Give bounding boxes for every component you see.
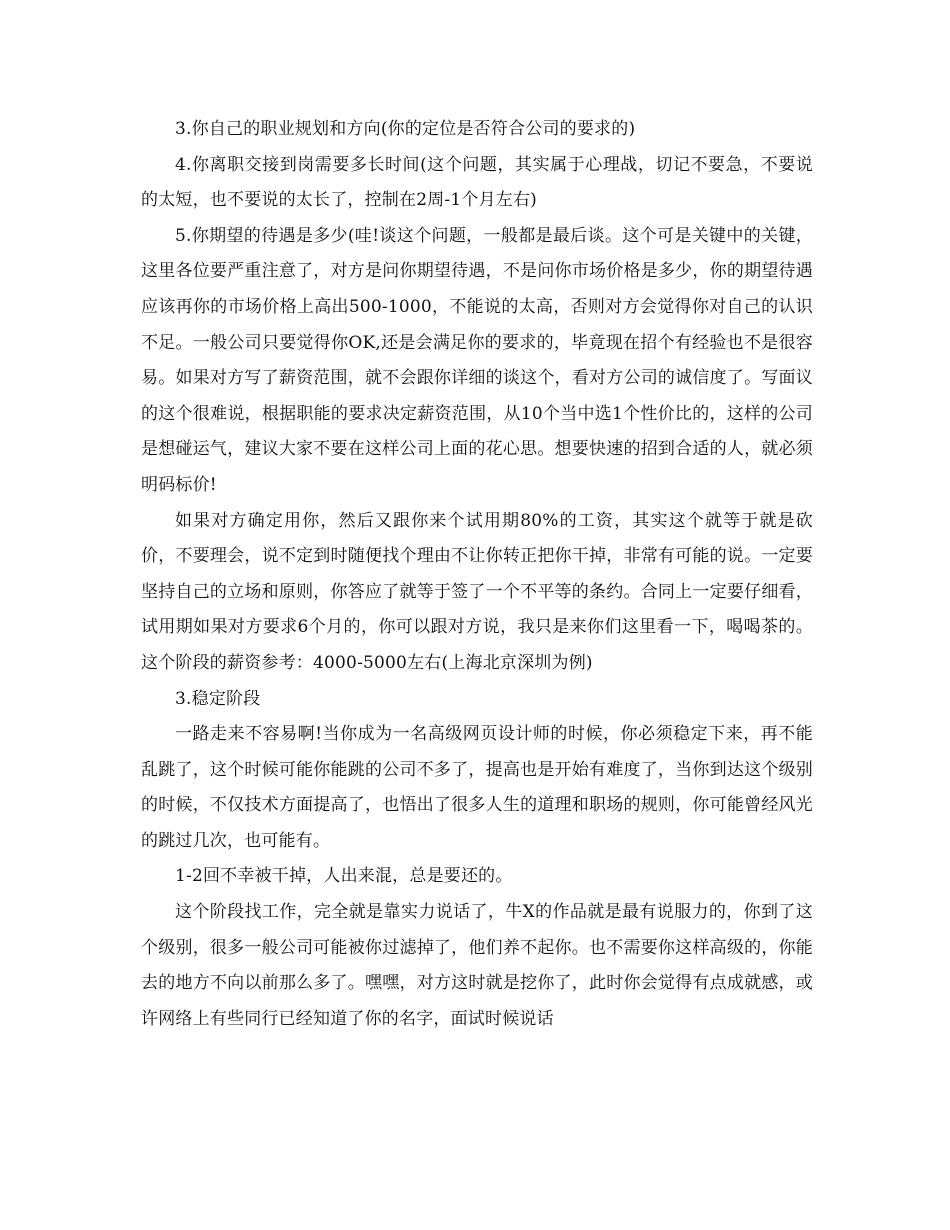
paragraph-career-plan: 3.你自己的职业规划和方向(你的定位是否符合公司的要求的) — [175, 119, 636, 139]
paragraph-probation: 如果对方确定用你，然后又跟你来个试用期80%的工资，其实这个就等于就是砍价，不要理会，说不定到时随便找个理由不让你转正把你干掉，非常有可能的说。一定要坚持自己的立场和原则，你答应了就等于签了一个不平等的条约。合同上一定要仔细看，试用期如果对方要求6个月的，你可以跟对方说，我只是来你们这里看一下，喝喝茶的。这个阶段的薪资参考：4000-5000左右(上海北京深圳为例) — [141, 510, 813, 673]
section-heading-stable-stage: 3.稳定阶段 — [175, 688, 261, 709]
paragraph-job-search: 这个阶段找工作，完全就是靠实力说话了，牛X的作品就是最有说服力的，你到了这个级别，很多一般公司可能被你过滤掉了，他们养不起你。也不需要你这样高级的，你能去的地方不向以前那么多了。嘿嘿，对方这时就是挖你了，此时你会觉得有点成就感，或许网络上有些同行已经知道了你的名字，面试时候说话 — [141, 902, 813, 1029]
paragraph-expected-salary: 5.你期望的待遇是多少(哇!谈这个问题，一般都是最后谈。这个可是关键中的关键，这里各位要严重注意了，对方是问你期望待遇，不是问你市场价格是多少，你的期望待遇应该再你的市场价格上高出500-1000，不能说的太高，否则对方会觉得你对自己的认识不足。一般公司只要觉得你OK,还是会满足你的要求的，毕竟现在招个有经验也不是很容易。如果对方写了薪资范围，就不会跟你详细的谈这个，看对方公司的诚信度了。写面议的这个很难说，根据职能的要求决定薪资范围，从10个当中选1个性价比的，这样的公司是想碰运气，建议大家不要在这样公司上面的花心思。想要快速的招到合适的人，就必须明码标价! — [141, 225, 813, 495]
paragraph-handover-time: 4.你离职交接到岗需要多长时间(这个问题，其实属于心理战，切记不要急，不要说的太短，也不要说的太长了，控制在2周-1个月左右) — [141, 154, 813, 211]
paragraph-senior-designer: 一路走来不容易啊!当你成为一名高级网页设计师的时候，你必须稳定下来，再不能乱跳了，这个时候可能你能跳的公司不多了，提高也是开始有难度了，当你到达这个级别的时候，不仅技术方面提高了，也悟出了很多人生的道理和职场的规则，你可能曾经风光的跳过几次，也可能有。 — [141, 724, 813, 851]
paragraph-fired-once: 1-2回不幸被干掉，人出来混，总是要还的。 — [175, 866, 513, 887]
document-body — [141, 112, 813, 1037]
